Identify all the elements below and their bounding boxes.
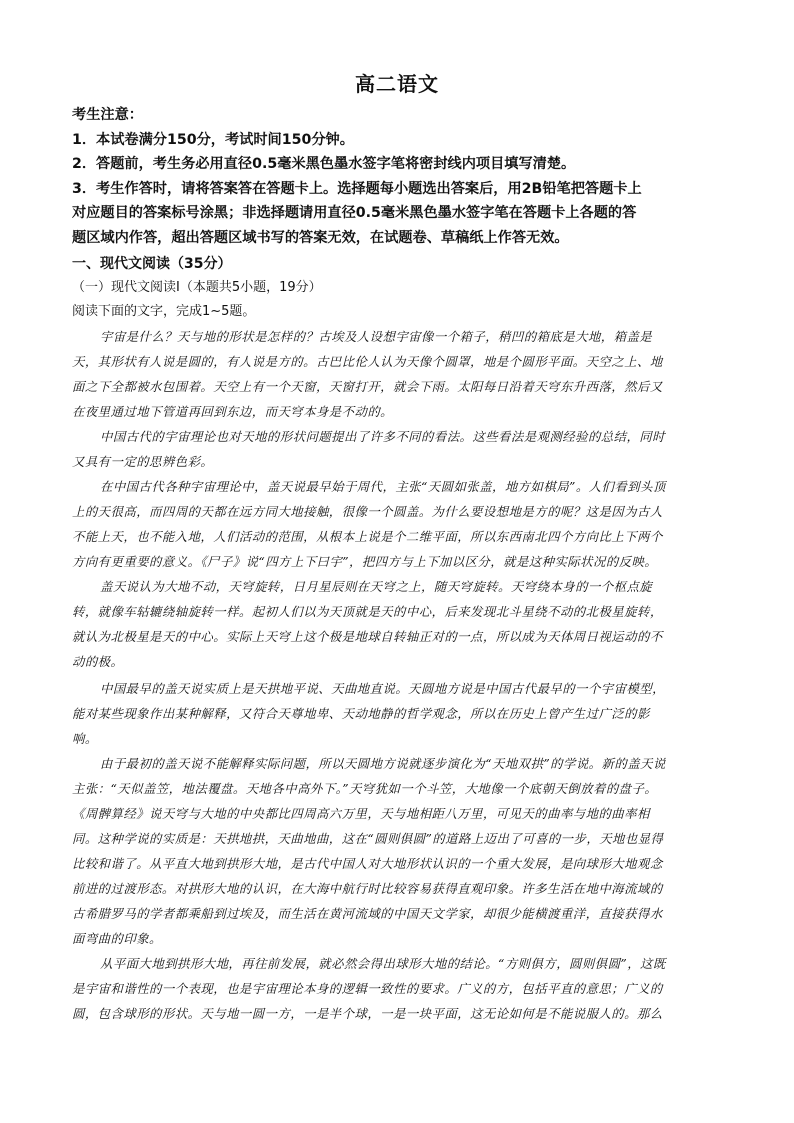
passage-line: 响。: [72, 731, 98, 746]
passage-line: 不能上天，也不能入地，人们活动的范围，从根本上说是个二维平面，所以东西南北四个方向比上下两个: [72, 529, 663, 544]
passage-line: 面弯曲的印象。: [72, 931, 162, 946]
passage-line: 《周髀算经》说天穹与大地的中央都比四周高六万里，天与地相距八万里，可见天的曲率与地的曲率相: [72, 806, 650, 821]
passage-line: 上的天很高，而四周的天都在远方同大地接触，很像一个圆盖。为什么要设想地是方的呢？这是因为古人: [72, 504, 663, 519]
notice-item: 题区域内作答，超出答题区域书写的答案无效，在试题卷、草稿纸上作答无效。: [72, 230, 569, 246]
passage-line: 又具有一定的思辨色彩。: [72, 454, 214, 469]
passage-line: 圆，包含球形的形状。天与地一圆一方，一是半个球，一是一块平面，这无论如何是不能说服人的。那么: [72, 1006, 663, 1021]
passage-line: 天，其形状有人说是圆的，有人说是方的。古巴比伦人认为天像个圆罩，地是个圆形平面。天空之上、地: [72, 354, 663, 369]
passage-line: 中国古代的宇宙理论也对天地的形状问题提出了许多不同的看法。这些看法是观测经验的总结，同时: [100, 429, 665, 444]
passage-line: 就认为北极星是天的中心。实际上天穹上这个极是地球自转轴正对的一点，所以成为天体周日视运动的不: [72, 629, 663, 644]
passage-line: 宇宙是什么？天与地的形状是怎样的？古埃及人设想宇宙像一个箱子，稍凹的箱底是大地，箱盖是: [100, 329, 653, 344]
notice-item: 1．本试卷满分150分，考试时间150分钟。: [72, 132, 354, 148]
passage-line: 动的极。: [72, 654, 124, 669]
notice-item: 3．考生作答时，请将答案答在答题卡上。选择题每小题选出答案后，用2B铅笔把答题卡上: [72, 181, 642, 197]
passage-line: 同。这种学说的实质是：天拱地拱，天曲地曲，这在“圆则俱圆”的道路上迈出了可喜的一步，天地也显得: [72, 831, 664, 846]
passage-line: 转，就像车轱辘绕轴旋转一样。起初人们以为天顶就是天的中心，后来发现北斗星绕不动的北极星旋转，: [72, 604, 663, 619]
sub-section-heading: （一）现代文阅读Ⅰ（本题共5小题，19分）: [72, 280, 322, 295]
page-title: 高二语文: [355, 72, 439, 96]
passage-line: 古希腊罗马的学者都乘船到过埃及，而生活在黄河流域的中国天文学家，却很少能横渡重洋，直接获得水: [72, 906, 663, 921]
passage-line: 前进的过渡形态。对拱形大地的认识，在大海中航行时比较容易获得直观印象。许多生活在地中海流域的: [72, 881, 663, 896]
passage-line: 方向有更重要的意义。《尸子》说“四方上下曰宇”，把四方与上下加以区分，就是这种实际状况的反映。: [72, 554, 658, 569]
passage-line: 盖天说认为大地不动，天穹旋转，日月星辰则在天穹之上，随天穹旋转。天穹绕本身的一个枢点旋: [100, 579, 653, 594]
passage-line: 在中国古代各种宇宙理论中，盖天说最早始于周代，主张“天圆如张盖，地方如棋局”。人们看到头顶: [100, 479, 666, 494]
passage-line: 由于最初的盖天说不能解释实际问题，所以天圆地方说就逐步演化为“天地双拱”的学说。新的盖天说: [100, 756, 666, 771]
passage-line: 是宇宙和谐性的一个表现，也是宇宙理论本身的逻辑一致性的要求。广义的方，包括平直的意思；广义的: [72, 981, 663, 996]
notice-heading: 考生注意：: [72, 107, 143, 123]
reading-instruction: 阅读下面的文字，完成1~5题。: [72, 304, 256, 319]
passage-line: 在夜里通过地下管道再回到东边，而天穹本身是不动的。: [72, 404, 394, 419]
passage-line: 中国最早的盖天说实质上是天拱地平说、天曲地直说。天圆地方说是中国古代最早的一个宇宙模型，: [100, 681, 665, 696]
notice-item: 2．答题前，考生务必用直径0.5毫米黑色墨水签字笔将密封线内项目填写清楚。: [72, 156, 576, 172]
passage-line: 从平面大地到拱形大地，再往前发展，就必然会得出球形大地的结论。“方则俱方，圆则俱圆”，这既: [100, 956, 666, 971]
passage-line: 比较和谐了。从平直大地到拱形大地，是古代中国人对大地形状认识的一个重大发展，是向球形大地观念: [72, 856, 663, 871]
section-heading: 一、现代文阅读（35分）: [72, 256, 232, 272]
notice-item: 对应题目的答案标号涂黑；非选择题请用直径0.5毫米黑色墨水签字笔在答题卡上各题的答: [72, 205, 637, 221]
passage-line: 面之下全都被水包围着。天空上有一个天窗，天窗打开，就会下雨。太阳每日沿着天穹东升西落，然后又: [72, 379, 663, 394]
passage-line: 能对某些现象作出某种解释，又符合天尊地卑、天动地静的哲学观念，所以在历史上曾产生过广泛的影: [72, 706, 650, 721]
passage-line: 主张：“天似盖笠，地法覆盘。天地各中高外下。”天穹犹如一个斗笠，大地像一个底朝天倒放着的盘子。: [72, 781, 658, 796]
